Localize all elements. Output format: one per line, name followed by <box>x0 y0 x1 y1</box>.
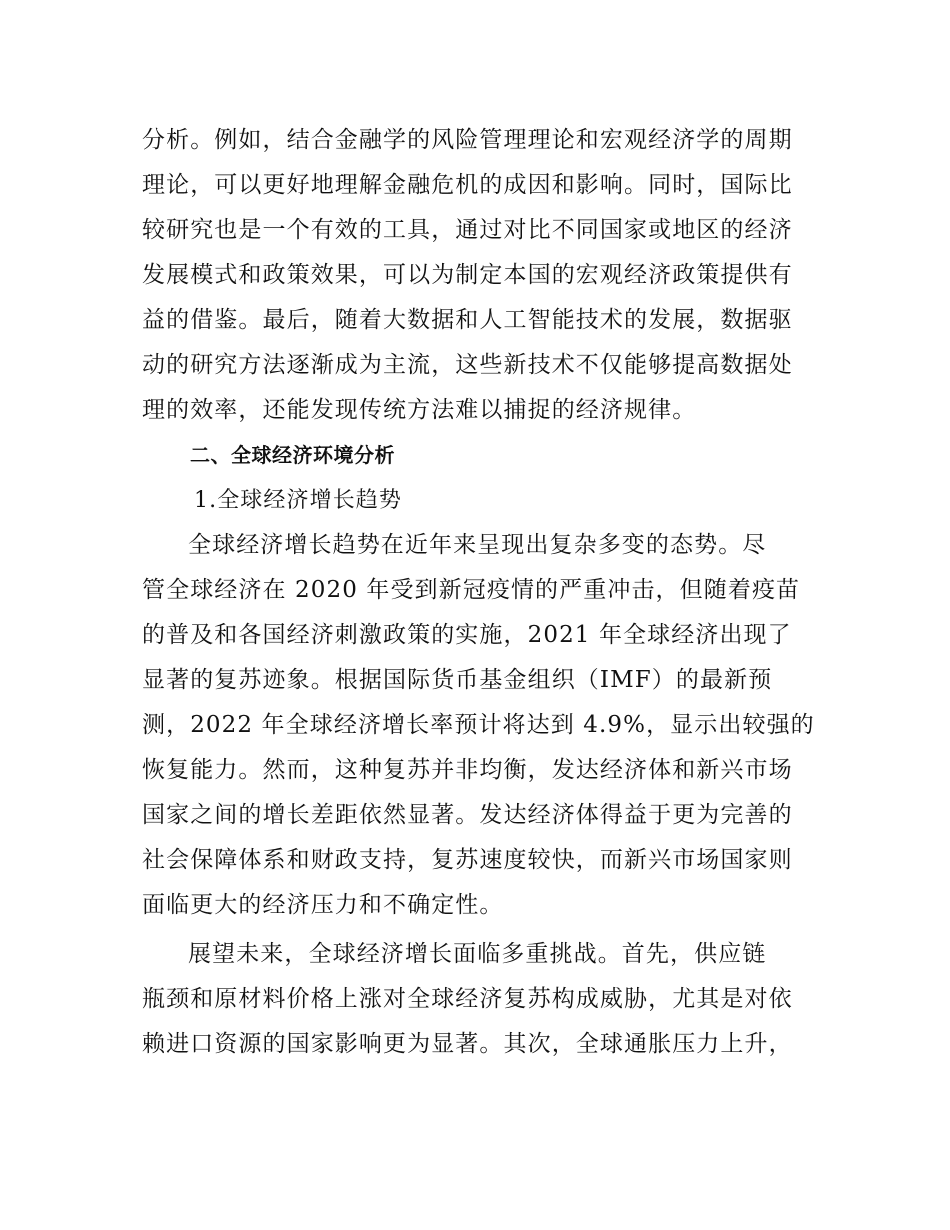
text-line: 展望未来，全球经济增长面临多重挑战。首先，供应链 <box>188 941 767 967</box>
text-line: 社会保障体系和财政支持，复苏速度较快，而新兴市场国家则 <box>142 847 793 873</box>
document-body <box>142 118 815 1067</box>
text-line: 全球经济增长趋势在近年来呈现出复杂多变的态势。尽 <box>188 532 767 558</box>
text-line: 理的效率，还能发现传统方法难以捕捉的经济规律。 <box>142 397 697 423</box>
subsection-heading: 1.全球经济增长趋势 <box>194 488 402 513</box>
text-line: 面临更大的经济压力和不确定性。 <box>142 892 504 918</box>
text-line: 恢复能力。然而，这种复苏并非均衡，发达经济体和新兴市场 <box>142 757 793 783</box>
paragraph-outlook <box>142 932 812 1067</box>
text-line: 发展模式和政策效果，可以为制定本国的宏观经济政策提供有 <box>142 262 793 288</box>
paragraph-intro <box>142 118 812 433</box>
text-line: 国家之间的增长差距依然显著。发达经济体得益于更为完善的 <box>142 802 793 828</box>
text-line: 动的研究方法逐渐成为主流，这些新技术不仅能够提高数据处 <box>142 352 793 378</box>
text-line: 理论，可以更好地理解金融危机的成因和影响。同时，国际比 <box>142 172 793 198</box>
text-line: 较研究也是一个有效的工具，通过对比不同国家或地区的经济 <box>142 217 793 243</box>
text-line: 赖进口资源的国家影响更为显著。其次，全球通胀压力上升， <box>142 1031 793 1057</box>
text-line: 测，2022 年全球经济增长率预计将达到 4.9%，显示出较强的 <box>142 712 815 738</box>
text-line: 瓶颈和原材料价格上涨对全球经济复苏构成威胁，尤其是对依 <box>142 986 793 1012</box>
text-line: 管全球经济在 2020 年受到新冠疫情的严重冲击，但随着疫苗 <box>142 577 801 603</box>
text-line: 分析。例如，结合金融学的风险管理理论和宏观经济学的周期 <box>142 127 793 153</box>
text-line: 益的借鉴。最后，随着大数据和人工智能技术的发展，数据驱 <box>142 307 793 333</box>
section-heading: 二、全球经济环境分析 <box>190 443 395 467</box>
text-line: 的普及和各国经济刺激政策的实施，2021 年全球经济出现了 <box>142 622 792 648</box>
paragraph-growth <box>142 523 815 928</box>
text-line: 显著的复苏迹象。根据国际货币基金组织（IMF）的最新预 <box>142 667 773 693</box>
